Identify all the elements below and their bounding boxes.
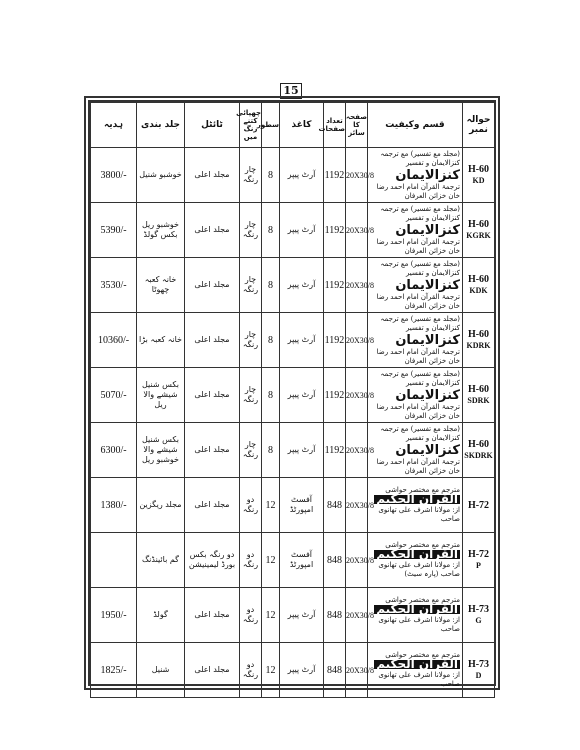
header-quality: قسم وکیفیت: [368, 103, 463, 148]
lines-cell: 8: [262, 258, 280, 313]
quality-bottom-text: از: مولانا اشرف علی تھانوی صاحب: [378, 671, 460, 688]
quality-top-text: مترجم مع مختصر حواشی: [385, 486, 460, 494]
price-cell: 1950/-: [91, 588, 137, 643]
size-cell: 20X30/8: [346, 258, 368, 313]
binding-cell: بکس شنیل شیشے والا ریل: [137, 368, 185, 423]
quality-cell: [368, 533, 463, 588]
quality-bottom-text: از: مولانا اشرف علی تھانوی صاحب: [378, 506, 460, 523]
quality-top-text: (مجلد مع تفسیر) مع ترجمہ کنزالایمان و تفسیر: [380, 314, 460, 332]
lines-cell: 12: [262, 643, 280, 698]
pages-cell: 848: [324, 533, 346, 588]
printing-cell: چار رنگہ: [240, 368, 262, 423]
lines-cell: 8: [262, 368, 280, 423]
table-row: [91, 313, 495, 368]
paper-cell: آرٹ پیپر: [280, 368, 324, 423]
header-binding: جلد بندی: [137, 103, 185, 148]
quality-cell: [368, 643, 463, 698]
table-row: [91, 203, 495, 258]
quality-top-text: (مجلد مع تفسیر) مع ترجمہ کنزالایمان و تفسیر: [380, 369, 460, 387]
ref-code: H-60: [467, 219, 490, 230]
paper-cell: آرٹ پیپر: [280, 643, 324, 698]
ref-code: H-60: [467, 384, 490, 395]
page-number: 15: [280, 83, 302, 99]
ref-code: H-72: [467, 499, 490, 511]
ref-cell: [463, 533, 495, 588]
binding-cell: گولڈ: [137, 588, 185, 643]
ref-cell: [463, 423, 495, 478]
quality-cell: [368, 258, 463, 313]
binding-cell: شنیل: [137, 643, 185, 698]
lines-cell: 8: [262, 203, 280, 258]
table-row: [91, 368, 495, 423]
quality-cell: [368, 478, 463, 533]
size-cell: 20X30/8: [346, 478, 368, 533]
quality-bottom-text: ترجمۃ القرآن امام احمد رضا خان خزائن العرفان: [376, 292, 460, 310]
pages-cell: 848: [324, 478, 346, 533]
printing-cell: چار رنگہ: [240, 148, 262, 203]
printing-cell: چار رنگہ: [240, 258, 262, 313]
binding-cell: مجلد ریگزین: [137, 478, 185, 533]
quality-cell: [368, 423, 463, 478]
lines-cell: 12: [262, 478, 280, 533]
paper-cell: آفسٹ امپورٹڈ: [280, 533, 324, 588]
quality-top-text: مترجم مع مختصر حواشی: [385, 651, 460, 659]
price-cell: 3530/-: [91, 258, 137, 313]
table-row: [91, 423, 495, 478]
ref-cell: [463, 258, 495, 313]
size-cell: 20X30/8: [346, 313, 368, 368]
table-row: [91, 148, 495, 203]
quality-top-text: (مجلد مع تفسیر) مع ترجمہ کنزالایمان و تفسیر: [380, 259, 460, 277]
paper-cell: آرٹ پیپر: [280, 258, 324, 313]
ref-cell: [463, 203, 495, 258]
ref-suffix: D: [475, 671, 482, 680]
quality-cell: [368, 203, 463, 258]
ref-cell: [463, 148, 495, 203]
quality-cell: [368, 148, 463, 203]
header-title: ٹائٹل: [185, 103, 240, 148]
paper-cell: آرٹ پیپر: [280, 588, 324, 643]
title-cell: مجلد اعلی: [185, 423, 240, 478]
printing-cell: دو رنگہ: [240, 533, 262, 588]
quality-bottom-text: ترجمۃ القرآن امام احمد رضا خان خزائن العرفان: [376, 237, 460, 255]
ref-cell: [463, 313, 495, 368]
quality-top-text: (مجلد مع تفسیر) مع ترجمہ کنزالایمان و تفسیر: [380, 204, 460, 222]
quality-cell: [368, 368, 463, 423]
lines-cell: 8: [262, 148, 280, 203]
price-cell: 1825/-: [91, 643, 137, 698]
pages-cell: 1192: [324, 368, 346, 423]
quality-title: کنزالایمان: [395, 387, 460, 403]
quality-bottom-text: ترجمۃ القرآن امام احمد رضا خان خزائن العرفان: [376, 457, 460, 475]
price-cell: 5390/-: [91, 203, 137, 258]
size-cell: 20X30/8: [346, 643, 368, 698]
size-cell: 20X30/8: [346, 148, 368, 203]
ref-cell: [463, 588, 495, 643]
quality-top-text: مترجم مع مختصر حواشی: [385, 541, 460, 549]
quality-title: کنزالایمان: [395, 332, 460, 348]
quality-title: کنزالایمان: [395, 442, 460, 458]
paper-cell: آفسٹ امپورٹڈ: [280, 478, 324, 533]
quality-top-text: مترجم مع مختصر حواشی: [385, 596, 460, 604]
quality-bottom-text: از: مولانا اشرف علی تھانوی صاحب (پارہ سیٹ): [378, 561, 460, 578]
pages-cell: 848: [324, 643, 346, 698]
pages-cell: 1192: [324, 203, 346, 258]
ref-cell: [463, 643, 495, 698]
printing-cell: دو رنگہ: [240, 478, 262, 533]
quality-bottom-text: ترجمۃ القرآن امام احمد رضا خان خزائن العرفان: [376, 347, 460, 365]
pages-cell: 1192: [324, 148, 346, 203]
ref-code: H-60: [467, 274, 490, 285]
size-cell: 20X30/8: [346, 533, 368, 588]
title-cell: مجلد اعلی: [185, 148, 240, 203]
lines-cell: 12: [262, 533, 280, 588]
title-cell: دو رنگہ بکس بورڈ لیمینیشن: [185, 533, 240, 588]
product-table: [90, 102, 495, 698]
table-header-row: [91, 103, 495, 148]
table-row: [91, 588, 495, 643]
pages-cell: 1192: [324, 313, 346, 368]
quality-title: کنزالایمان: [395, 222, 460, 238]
price-cell: 3800/-: [91, 148, 137, 203]
quality-title: القرآن الحکیم: [376, 657, 458, 671]
lines-cell: 12: [262, 588, 280, 643]
quality-top-text: (مجلد مع تفسیر) مع ترجمہ کنزالایمان و تفسیر: [380, 149, 460, 167]
lines-cell: 8: [262, 313, 280, 368]
ref-suffix: G: [475, 616, 482, 625]
quality-cell: [368, 588, 463, 643]
ref-cell: [463, 478, 495, 533]
title-cell: مجلد اعلی: [185, 313, 240, 368]
table-row: [91, 533, 495, 588]
ref-code: H-60: [467, 164, 490, 175]
title-cell: مجلد اعلی: [185, 368, 240, 423]
quality-title: کنزالایمان: [395, 167, 460, 183]
paper-cell: آرٹ پیپر: [280, 148, 324, 203]
pages-cell: 1192: [324, 258, 346, 313]
printing-cell: چار رنگہ: [240, 423, 262, 478]
ref-code: H-60: [467, 329, 490, 340]
quality-bottom-text: از: مولانا اشرف علی تھانوی صاحب: [378, 616, 460, 633]
quality-bottom-text: ترجمۃ القرآن امام احمد رضا خان خزائن العرفان: [376, 182, 460, 200]
binding-cell: بکس شنیل شیشے والا خوشبو ریل: [137, 423, 185, 478]
ref-code: H-73: [467, 604, 490, 615]
binding-cell: گم بائینڈنگ: [137, 533, 185, 588]
quality-cell: [368, 313, 463, 368]
price-cell: 1380/-: [91, 478, 137, 533]
ref-suffix: P: [476, 561, 481, 570]
binding-cell: خوشبو ریل بکس گولڈ: [137, 203, 185, 258]
quality-title: القرآن الحکیم: [376, 547, 458, 561]
header-price: ہدیہ: [91, 103, 137, 148]
pages-cell: 848: [324, 588, 346, 643]
ref-suffix: KDRK: [466, 341, 491, 350]
price-cell: 6300/-: [91, 423, 137, 478]
price-cell: 5070/-: [91, 368, 137, 423]
title-cell: مجلد اعلی: [185, 478, 240, 533]
binding-cell: خوشبو شنیل: [137, 148, 185, 203]
ref-code: H-73: [467, 659, 490, 670]
ref-cell: [463, 368, 495, 423]
paper-cell: آرٹ پیپر: [280, 423, 324, 478]
paper-cell: آرٹ پیپر: [280, 203, 324, 258]
title-cell: مجلد اعلی: [185, 203, 240, 258]
header-pages: تعداد صفحات: [324, 103, 346, 148]
title-cell: مجلد اعلی: [185, 643, 240, 698]
printing-cell: دو رنگہ: [240, 588, 262, 643]
size-cell: 20X30/8: [346, 368, 368, 423]
ref-suffix: KDK: [469, 286, 488, 295]
header-ref: حوالہ نمبر: [463, 103, 495, 148]
ref-suffix: KD: [472, 176, 485, 185]
ref-suffix: SDRK: [467, 396, 490, 405]
pages-cell: 1192: [324, 423, 346, 478]
price-cell: [91, 533, 137, 588]
table-row: [91, 478, 495, 533]
header-lines: سطور: [262, 103, 280, 148]
header-size: صفحہ کا سائز: [346, 103, 368, 148]
quality-title: القرآن الحکیم: [376, 602, 458, 616]
price-cell: 10360/-: [91, 313, 137, 368]
lines-cell: 8: [262, 423, 280, 478]
ref-suffix: SKDRK: [464, 451, 493, 460]
size-cell: 20X30/8: [346, 423, 368, 478]
size-cell: 20X30/8: [346, 588, 368, 643]
quality-title: القرآن الحکیم: [376, 492, 458, 506]
table-row: [91, 643, 495, 698]
title-cell: مجلد اعلی: [185, 258, 240, 313]
ref-suffix: KGRK: [466, 231, 491, 240]
printing-cell: چار رنگہ: [240, 313, 262, 368]
header-printing: چھپائی کتنے رنگ میں: [240, 103, 262, 148]
printing-cell: چار رنگہ: [240, 203, 262, 258]
header-paper: کاغذ: [280, 103, 324, 148]
binding-cell: خانہ کعبہ بڑا: [137, 313, 185, 368]
size-cell: 20X30/8: [346, 203, 368, 258]
quality-top-text: (مجلد مع تفسیر) مع ترجمہ کنزالایمان و تفسیر: [380, 424, 460, 442]
table-row: [91, 258, 495, 313]
ref-code: H-60: [467, 439, 490, 450]
ref-code: H-72: [467, 549, 490, 560]
quality-title: کنزالایمان: [395, 277, 460, 293]
title-cell: مجلد اعلی: [185, 588, 240, 643]
quality-bottom-text: ترجمۃ القرآن امام احمد رضا خان خزائن العرفان: [376, 402, 460, 420]
paper-cell: آرٹ پیپر: [280, 313, 324, 368]
printing-cell: دو رنگہ: [240, 643, 262, 698]
binding-cell: خانہ کعبہ چھوٹا: [137, 258, 185, 313]
